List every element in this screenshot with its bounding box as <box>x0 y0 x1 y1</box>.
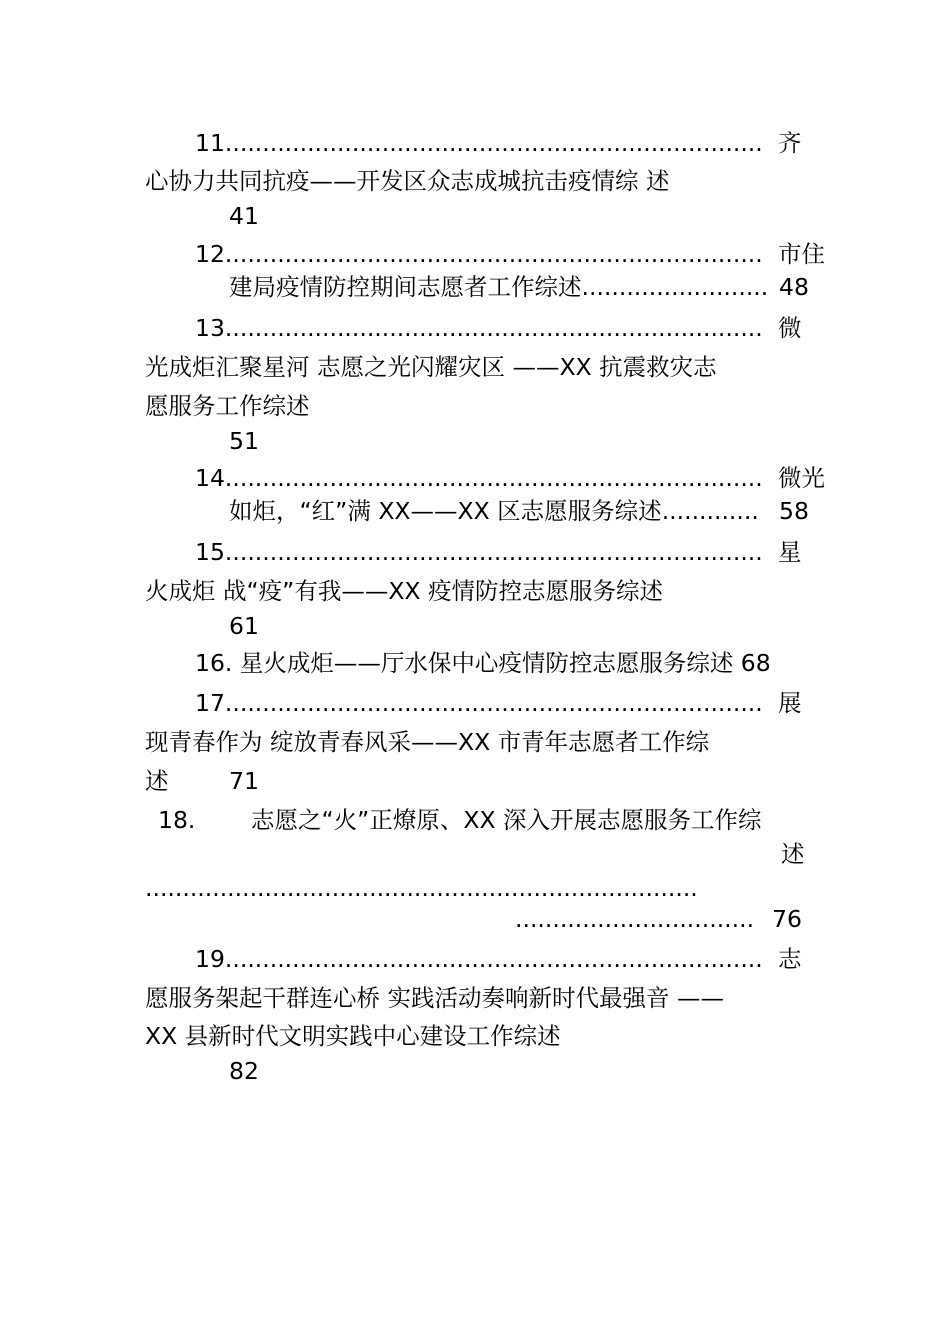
leader-dots: .......................................................................... <box>145 874 698 902</box>
toc-entry-13-title-line1: 光成炬汇聚星河 志愿之光闪耀灾区 ——XX 抗震救灾志 <box>145 353 717 381</box>
toc-entry-number: 11 <box>195 129 225 157</box>
toc-entry-14-title-line <box>229 496 781 526</box>
toc-entry-17-title-line2: 述 <box>145 767 169 795</box>
toc-entry-15-number-line <box>195 537 780 567</box>
leader-dots: ........................................................................ <box>224 129 763 157</box>
leader-dots: ........................................................................ <box>224 689 763 717</box>
toc-entry-19-title-line2: XX 县新时代文明实践中心建设工作综述 <box>145 1022 561 1050</box>
toc-entry-number: 12 <box>195 240 225 268</box>
toc-entry-13-title-line2: 愿服务工作综述 <box>145 392 310 420</box>
toc-entry-number: 15 <box>195 538 225 566</box>
toc-entry-15-tail: 星 <box>778 538 802 566</box>
leader-dots: ........................................................................ <box>224 464 763 492</box>
toc-entry-number: 14 <box>195 464 225 492</box>
toc-entry-number: 19 <box>195 945 225 973</box>
leader-dots: ........................................................................ <box>224 945 763 973</box>
leader-dots: ........................................................................ <box>224 314 763 342</box>
toc-entry-12-tail: 市住 <box>778 240 825 268</box>
toc-entry-19-number-line <box>195 944 780 974</box>
toc-entry-title: 建局疫情防控期间志愿者工作综述 <box>229 273 582 301</box>
toc-entry-18-page: 76 <box>772 905 802 933</box>
toc-entry-12-number-line <box>195 239 780 269</box>
toc-entry-13-tail: 微 <box>778 314 802 342</box>
leader-dots: ......................... <box>581 273 769 301</box>
leader-dots: ................................ <box>515 905 755 933</box>
toc-entry-17-title-line1: 现青春作为 绽放青春风采——XX 市青年志愿者工作综 <box>145 728 710 756</box>
toc-entry-14-number-line <box>195 463 780 493</box>
toc-entry-18-number: 18. <box>158 806 196 834</box>
toc-entry-title: 如炬，“红”满 XX——XX 区志愿服务综述 <box>229 497 662 525</box>
toc-entry-number: 17 <box>195 689 225 717</box>
toc-entry-12-title-line <box>229 272 781 302</box>
toc-entry-13-number-line <box>195 313 780 343</box>
toc-entry-16: 16. 星火成炬——厅水保中心疫情防控志愿服务综述 68 <box>195 649 771 677</box>
toc-entry-11-number-line <box>195 128 780 158</box>
leader-dots: ........................................................................ <box>224 240 763 268</box>
toc-entry-15-title: 火成炬 战“疫”有我——XX 疫情防控志愿服务综述 <box>145 577 663 605</box>
toc-entry-14-page: 58 <box>779 497 809 525</box>
leader-dots: ............. <box>661 497 759 525</box>
leader-dots: ........................................................................ <box>224 538 763 566</box>
toc-entry-11-title: 心协力共同抗疫——开发区众志成城抗击疫情综 述 <box>145 167 670 195</box>
toc-entry-18-title-tail: 述 <box>781 840 805 868</box>
toc-entry-12-page: 48 <box>779 273 809 301</box>
toc-entry-18-title: 志愿之“火”正燎原、XX 深入开展志愿服务工作综 <box>251 806 762 834</box>
toc-entry-17-tail: 展 <box>778 689 802 717</box>
toc-entry-11-page: 41 <box>229 202 259 230</box>
toc-entry-17-number-line <box>195 688 780 718</box>
toc-entry-19-tail: 志 <box>778 945 802 973</box>
toc-entry-11-tail: 齐 <box>778 129 802 157</box>
toc-entry-17-page: 71 <box>229 767 259 795</box>
toc-entry-14-tail: 微光 <box>778 464 825 492</box>
toc-entry-15-page: 61 <box>229 612 259 640</box>
toc-entry-13-page: 51 <box>229 427 259 455</box>
toc-entry-19-page: 82 <box>229 1057 259 1085</box>
toc-entry-number: 13 <box>195 314 225 342</box>
toc-entry-19-title-line1: 愿服务架起干群连心桥 实践活动奏响新时代最强音 —— <box>145 984 724 1012</box>
